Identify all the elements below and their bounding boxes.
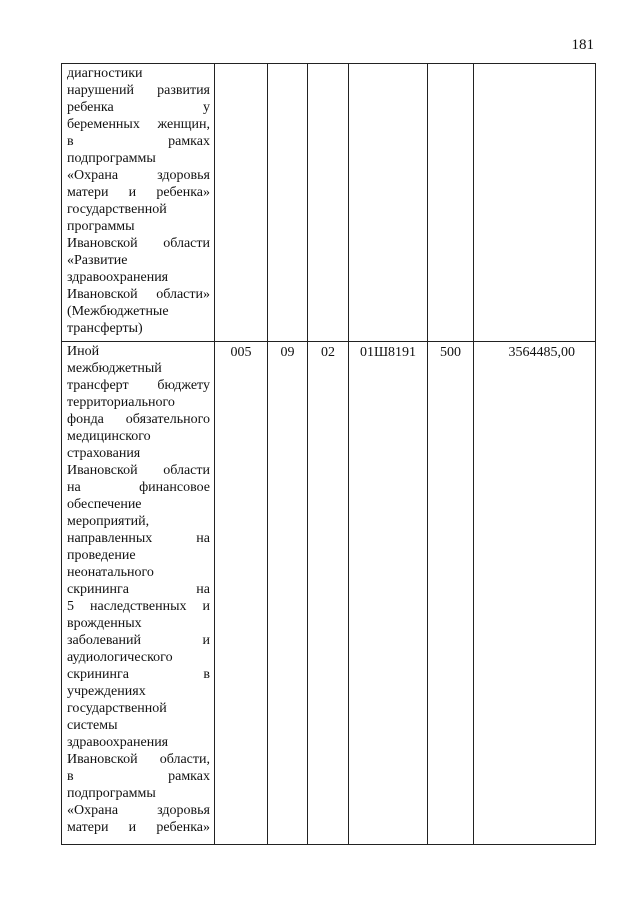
description-line: Ивановской области <box>67 463 210 478</box>
description-line: обеспечение <box>67 497 142 512</box>
description-line: ребенка у <box>67 100 210 115</box>
description-line: государственной <box>67 202 167 217</box>
subsection-code-cell: 02 <box>308 342 349 845</box>
description-line: в рамках <box>67 769 210 784</box>
description-line: скрининга на <box>67 582 210 597</box>
description-line: межбюджетный <box>67 361 162 376</box>
description-line: направленных на <box>67 531 210 546</box>
description-line: в рамках <box>67 134 210 149</box>
ministry-code-cell <box>215 64 268 342</box>
description-line: «Охрана здоровья <box>67 168 210 183</box>
ministry-code-cell: 005 <box>215 342 268 845</box>
description-line: системы <box>67 718 118 733</box>
description-line: государственной <box>67 701 167 716</box>
description-line: программы <box>67 219 135 234</box>
description-line: врожденных <box>67 616 142 631</box>
description-line: фонда обязательного <box>67 412 210 427</box>
description-line: учреждениях <box>67 684 146 699</box>
target-article-cell <box>349 64 428 342</box>
description-line: Ивановской области» <box>67 287 210 302</box>
description-line: 5 наследственных и <box>67 599 210 614</box>
description-line: территориального <box>67 395 175 410</box>
description-line: скрининга в <box>67 667 210 682</box>
description-line: подпрограммы <box>67 786 156 801</box>
amount-cell: 3564485,00 <box>474 342 596 845</box>
table-row <box>62 64 596 342</box>
subsection-code-cell <box>308 64 349 342</box>
description-line: Ивановской области, <box>67 752 210 767</box>
description-line: проведение <box>67 548 136 563</box>
description-line: (Межбюджетные <box>67 304 169 319</box>
description-line: трансферты) <box>67 321 143 336</box>
description-line: «Развитие <box>67 253 128 268</box>
expense-type-cell: 500 <box>428 342 474 845</box>
target-article-cell: 01Ш8191 <box>349 342 428 845</box>
description-line: матери и ребенка» <box>67 820 210 835</box>
description-line: Иной <box>67 344 100 359</box>
description-line: беременных женщин, <box>67 117 210 132</box>
description-line: «Охрана здоровья <box>67 803 210 818</box>
budget-table <box>61 63 596 845</box>
table-row <box>62 342 596 845</box>
description-line: трансферт бюджету <box>67 378 210 393</box>
description-line: страхования <box>67 446 141 461</box>
section-code-cell <box>268 64 308 342</box>
description-line: медицинского <box>67 429 151 444</box>
expense-description-cell <box>62 342 215 845</box>
expense-type-cell <box>428 64 474 342</box>
amount-cell <box>474 64 596 342</box>
description-line: Ивановской области <box>67 236 210 251</box>
description-line: подпрограммы <box>67 151 156 166</box>
description-line: мероприятий, <box>67 514 150 529</box>
description-line: матери и ребенка» <box>67 185 210 200</box>
description-line: здравоохранения <box>67 735 169 750</box>
section-code-cell: 09 <box>268 342 308 845</box>
description-line: на финансовое <box>67 480 210 495</box>
page-number: 181 <box>571 37 594 53</box>
description-line: заболеваний и <box>67 633 210 648</box>
description-line: неонатального <box>67 565 154 580</box>
description-line: аудиологического <box>67 650 173 665</box>
description-line: диагностики <box>67 66 143 81</box>
description-line: здравоохранения <box>67 270 169 285</box>
description-line: нарушений развития <box>67 83 210 98</box>
expense-description-cell <box>62 64 215 342</box>
